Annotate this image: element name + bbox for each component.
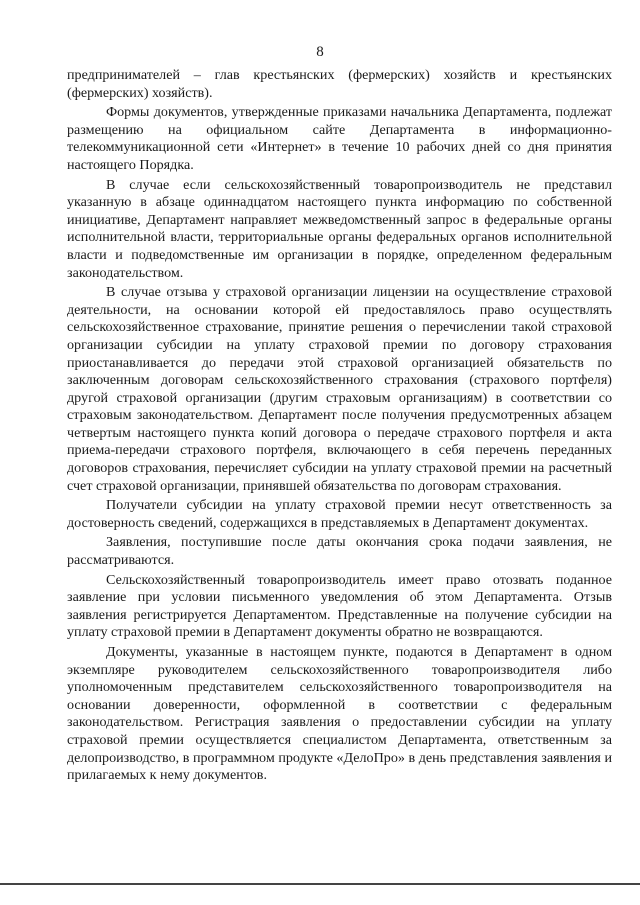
document-body <box>67 67 612 787</box>
paragraph-late-applications: Заявления, поступившие после даты окончания срока подачи заявления, не рассматриваются. <box>67 534 612 569</box>
bottom-divider <box>0 883 640 885</box>
paragraph-license-revocation: В случае отзыва у страховой организации лицензии на осуществление страховой деятельности, на основании которой ей предоставлялось право осуществлять сельскохозяйственное страхование, принятие решения о перечислении такой страховой организации субсидии на уплату страховой премии по договору страхования приостанавливается до передачи этой страховой организацией обязательств по заключенным договорам сельскохозяйственного страхования (страхового портфеля) другой страховой организации (другим страховым организациям) в соответствии со страховым законодательством. Департамент после получения предусмотренных абзацем четвертым настоящего пункта копий договора о передаче страхового портфеля и акта приема-передачи страхового портфеля, включающего в себя перечень переданных договоров страхования, перечисляет субсидии на уплату страховой премии на расчетный счет страховой организации, принявшей обязательства по договорам страхования. <box>67 284 612 494</box>
paragraph-document-forms: Формы документов, утвержденные приказами начальника Департамента, подлежат размещению на официальном сайте Департамента в информационно-телекоммуникационной сети «Интернет» в течение 10 рабочих дней со дня принятия настоящего Порядка. <box>67 104 612 173</box>
page-number: 8 <box>316 44 324 60</box>
paragraph-continuation: предпринимателей – глав крестьянских (фермерских) хозяйств и крестьянских (фермерских) хозяйств). <box>67 67 612 101</box>
paragraph-withdrawal: Сельскохозяйственный товаропроизводитель имеет право отозвать поданное заявление при условии письменного уведомления об этом Департамента. Отзыв заявления регистрируется Департаментом. Представленные на получение субсидии на уплату страховой премии в Департамент документы обратно не возвращаются. <box>67 571 612 641</box>
paragraph-interagency-request: В случае если сельскохозяйственный товаропроизводитель не представил указанную в абзаце одиннадцатом настоящего пункта информацию по собственной инициативе, Департамент направляет межведомственный запрос в федеральные органы исполнительной власти, территориальные органы федеральных органов исполнительной власти и подведомственные им организации в порядке, определенном федеральным законодательством. <box>67 176 612 281</box>
paragraph-responsibility: Получатели субсидии на уплату страховой премии несут ответственность за достоверность сведений, содержащихся в представляемых в Департамент документах. <box>67 497 612 531</box>
paragraph-submission: Документы, указанные в настоящем пункте, подаются в Департамент в одном экземпляре руководителем сельскохозяйственного товаропроизводителя либо уполномоченным представителем сельскохозяйственного товаропроизводителя на основании доверенности, оформленной в соответствии с федеральным законодательством. Регистрация заявления о предоставлении субсидии на уплату страховой премии осуществляется специалистом Департамента, ответственным за делопроизводство, в программном продукте «ДелоПро» в день представления заявления и прилагаемых к нему документов. <box>67 644 612 784</box>
